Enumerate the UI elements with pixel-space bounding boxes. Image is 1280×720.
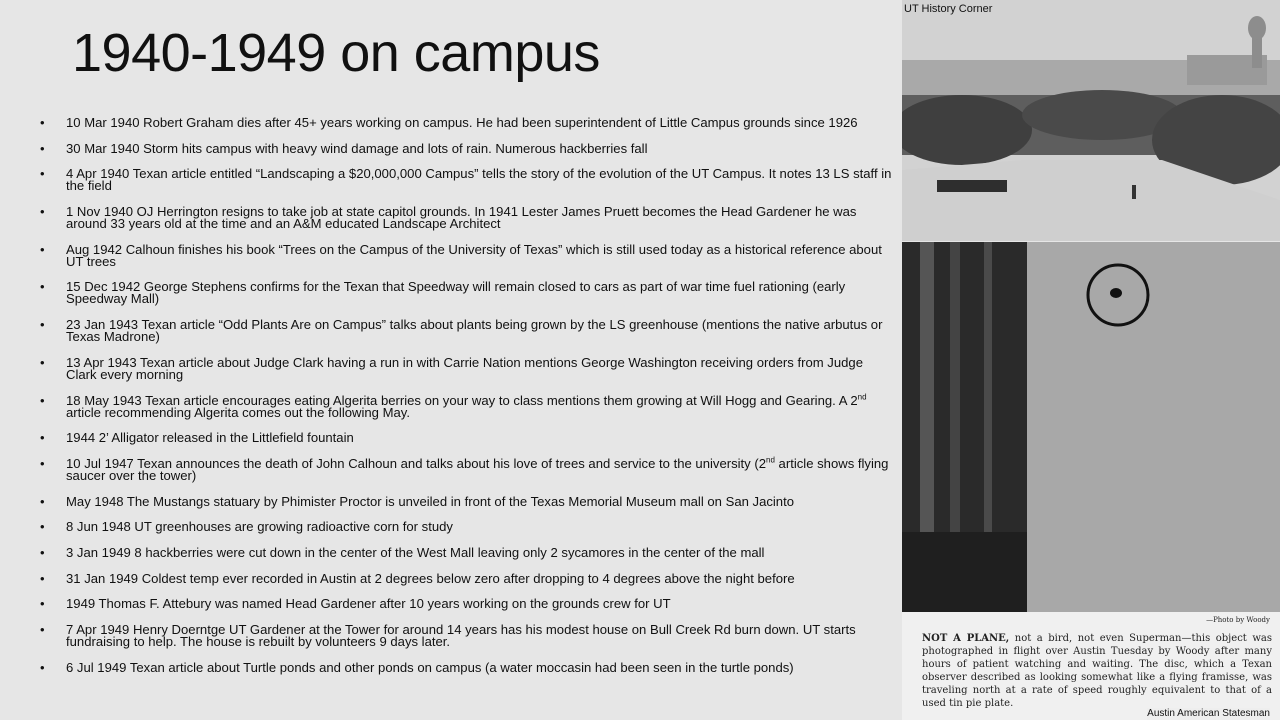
campus-aerial-illustration [902,0,1280,241]
list-item: • 13 Apr 1943 Texan article about Judge Clark having a run in with Carrie Nation mentions George Washington receiving orders from Judge Clark every morning [40,357,892,381]
list-item-text: 18 May 1943 Texan article encourages eating Algerita berries on your way to class mentions them growing at Will Hogg and Gearing. A 2 [66,392,858,408]
campus-aerial-photo [902,0,1280,241]
superscript: nd [857,392,867,402]
list-item: • 31 Jan 1949 Coldest temp ever recorded in Austin at 2 degrees below zero after dropping to 4 degrees above the night before [40,573,892,585]
list-item: • 10 Mar 1940 Robert Graham dies after 45+ years working on campus. He had been superintendent of Little Campus grounds since 1926 [40,117,892,129]
list-item: • 8 Jun 1948 UT greenhouses are growing radioactive corn for study [40,521,892,533]
slide-title: 1940-1949 on campus [72,23,600,83]
list-item: • Aug 1942 Calhoun finishes his book “Trees on the Campus of the University of Texas” which is still used today as a historical reference about UT trees [40,244,892,268]
clipping-body: not a bird, not even Superman—this object was photographed in flight over Austin Tuesday by Woody after many hours of patient watching and waiting. The disc, which a Texan observer described as looking somewhat like a flying framisse, was traveling north at a rate of speed roughly equivalent to that of a used tin pie plate. [922,633,1272,709]
list-item: • 15 Dec 1942 George Stephens confirms for the Texan that Speedway will remain closed to cars as part of war time fuel rationing (early Speedway Mall) [40,281,892,305]
list-item: • 3 Jan 1949 8 hackberries were cut down in the center of the West Mall leaving only 2 sycamores in the center of the mall [40,547,892,559]
list-item [40,392,892,420]
list-item: • 4 Apr 1940 Texan article entitled “Landscaping a $20,000,000 Campus” tells the story of the evolution of the UT Campus. It notes 13 LS staff in the field [40,168,892,192]
newspaper-clipping [902,242,1280,720]
list-item: • 30 Mar 1940 Storm hits campus with heavy wind damage and lots of rain. Numerous hackberries fall [40,143,892,155]
list-item: • 6 Jul 1949 Texan article about Turtle ponds and other ponds on campus (a water moccasin had been seen in the turtle ponds) [40,662,892,674]
list-item: • 1 Nov 1940 OJ Herrington resigns to take job at state capitol grounds. In 1941 Lester James Pruett becomes the Head Gardener he was around 33 years old at the time and an A&M educated Landscape Architect [40,206,892,230]
list-item: • May 1948 The Mustangs statuary by Phimister Proctor is unveiled in front of the Texas Memorial Museum mall on San Jacinto [40,496,892,508]
list-item: • 7 Apr 1949 Henry Doerntge UT Gardener at the Tower for around 14 years has his modest house on Bull Creek Rd burn down. UT starts fundraising to help. The house is rebuilt by volunteers 9 days later. [40,624,892,648]
timeline-list [40,117,892,687]
clipping-headline: NOT A PLANE, [922,633,1010,644]
list-item [40,455,892,483]
list-item-text: 10 Jul 1947 Texan announces the death of John Calhoun and talks about his love of trees and service to the university (2 [66,455,767,471]
list-item-text: article recommending Algerita comes out the following May. [66,404,410,420]
list-item: • 1944 2’ Alligator released in the Littlefield fountain [40,432,892,444]
image-credit: Austin American Statesman [1147,708,1270,719]
list-item-text: article shows flying saucer over the tower) [66,455,889,483]
list-item: • 1949 Thomas F. Attebury was named Head Gardener after 10 years working on the grounds crew for UT [40,598,892,610]
clipping-caption [922,632,1272,710]
superscript: nd [766,455,775,465]
photo-caption: UT History Corner [904,3,993,15]
list-item: • 23 Jan 1943 Texan article “Odd Plants Are on Campus” talks about plants being grown by the LS greenhouse (mentions the native arbutus or Texas Madrone) [40,319,892,343]
photo-credit: —Photo by Woody [1206,616,1270,624]
